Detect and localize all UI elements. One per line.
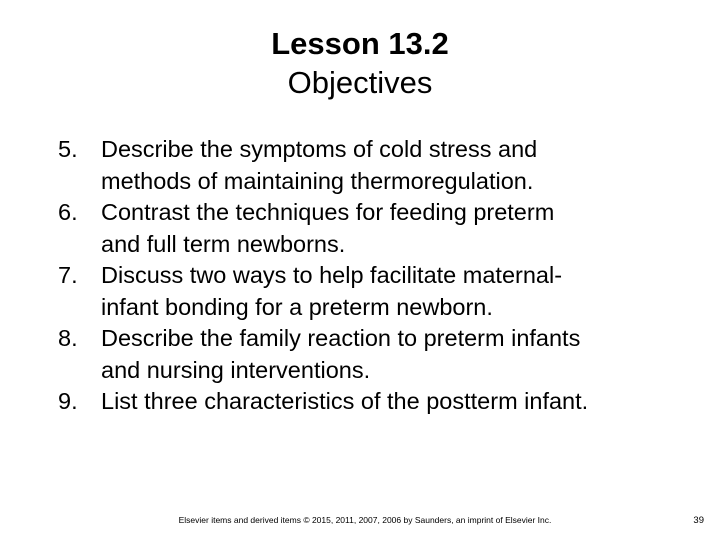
title-block	[0, 24, 720, 102]
objective-item-6	[58, 197, 698, 260]
objective-text-line: methods of maintaining thermoregulation.	[101, 167, 534, 194]
page-number: 39	[693, 515, 704, 526]
copyright-notice: Elsevier items and derived items © 2015, 2011, 2007, 2006 by Saunders, an imprint of Elsevier Inc.	[178, 515, 552, 525]
objective-text-line: List three characteristics of the postterm infant.	[101, 388, 589, 414]
objective-item-8	[58, 323, 698, 386]
slide-title: Lesson 13.2	[271, 26, 449, 61]
objective-number: 7.	[58, 262, 78, 288]
objectives-list	[58, 134, 698, 418]
slide-subtitle: Objectives	[287, 65, 433, 100]
objective-number: 5.	[58, 136, 78, 162]
objective-number: 6.	[58, 199, 78, 225]
objective-text-line: and nursing interventions.	[101, 356, 371, 383]
objective-text-line: Discuss two ways to help facilitate maternal-	[101, 262, 563, 288]
objective-number: 8.	[58, 325, 78, 351]
objective-text-line: Describe the family reaction to preterm infants	[101, 325, 581, 351]
objective-item-7	[58, 260, 698, 323]
objective-item-9	[58, 386, 698, 418]
objective-text-line: Contrast the techniques for feeding preterm	[101, 199, 555, 225]
slide-footer	[0, 514, 720, 528]
objective-text-line: and full term newborns.	[101, 230, 346, 257]
objective-text-line: Describe the symptoms of cold stress and	[101, 136, 538, 162]
objective-item-5	[58, 134, 698, 197]
objective-number: 9.	[58, 388, 78, 414]
objective-text-line: infant bonding for a preterm newborn.	[101, 293, 493, 320]
